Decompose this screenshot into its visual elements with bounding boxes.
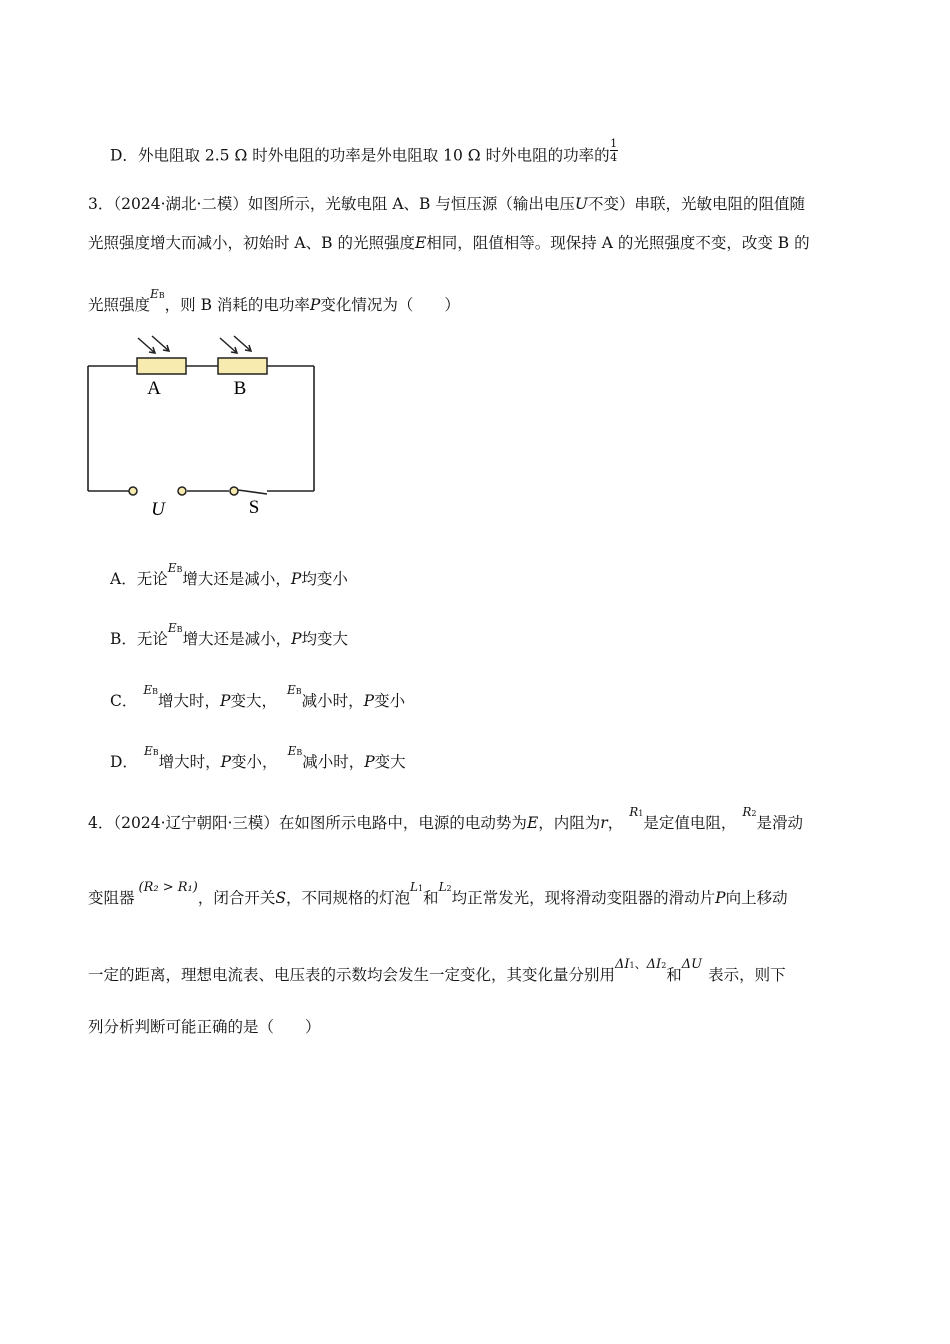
math-eb: EB — [167, 621, 183, 635]
light-arrows-b — [220, 336, 251, 353]
q4-text: （2024·辽宁朝阳·三模）在如图所示电路中，电源的电动势为 — [113, 814, 527, 832]
option-text: 变小， — [231, 753, 278, 771]
q3-option-d — [110, 744, 406, 772]
q3-text: 相同，阻值相等。现保持 A 的光照强度不变，改变 B 的 — [426, 234, 810, 252]
var-p: P — [220, 692, 231, 710]
fraction-one-quarter — [610, 137, 618, 164]
math-eb: EB — [167, 561, 183, 575]
q4-text: ，闭合开关 — [197, 889, 276, 907]
q3-text: 光照强度 — [88, 296, 151, 314]
q4-text: 一定的距离，理想电流表、电压表的示数均会发生一定变化，其变化量分别用 — [88, 966, 616, 984]
var-e: E — [526, 814, 539, 832]
math-l2: L2 — [438, 880, 452, 894]
terminal-left — [129, 487, 137, 495]
q4-text: 是滑动 — [756, 814, 804, 832]
q3-line-2 — [88, 231, 810, 253]
question-number: 4． — [88, 814, 114, 832]
photoresistor-b — [218, 358, 267, 374]
var-p: P — [291, 630, 302, 648]
q4-text: ，内阻为 — [538, 814, 601, 832]
frac-numerator: 1 — [610, 137, 618, 150]
q3-text: （2024·湖北·二模）如图所示，光敏电阻 A、B 与恒压源（输出电压 — [113, 195, 575, 213]
terminal-right — [178, 487, 186, 495]
option-text: 增大还是减小， — [182, 570, 291, 588]
var-r: r — [600, 814, 608, 832]
option-label: D． — [110, 753, 138, 771]
math-r2: R2 — [742, 805, 757, 819]
math-delta-i1: ΔI1 — [615, 957, 635, 972]
option-text: 增大时， — [158, 692, 221, 710]
q3-text: 不变）串联，光敏电阻的阻值随 — [587, 195, 805, 213]
q3-circuit-diagram — [80, 330, 330, 525]
var-s: S — [275, 889, 286, 907]
math-delta-u: ΔU — [681, 957, 703, 972]
option-text: 无论 — [136, 630, 168, 648]
q4-text: 均正常发光，现将滑动变阻器的滑动片 — [451, 889, 716, 907]
option-text: 均变大 — [301, 630, 349, 648]
math-delta-i2: ΔI2 — [646, 957, 667, 972]
q4-text: ， — [607, 814, 624, 832]
question-number: 3． — [88, 195, 114, 213]
q3-line-1 — [88, 192, 805, 214]
option-text: 外电阻取 2.5 Ω 时外电阻的功率是外电阻取 10 Ω 时外电阻的功率的 — [137, 146, 610, 165]
option-text: 变大， — [230, 692, 277, 710]
math-eb: EB — [287, 744, 303, 758]
option-label: A． — [110, 570, 137, 588]
var-p: P — [363, 692, 375, 710]
q3-text: ，则 B 消耗的电功率 — [164, 296, 310, 314]
q4-text: ，不同规格的灯泡 — [285, 889, 410, 907]
q4-text: 和 — [423, 889, 439, 907]
q4-line-3 — [88, 957, 786, 985]
q3-option-b — [110, 621, 349, 649]
math-r1: R1 — [629, 805, 644, 819]
label-b: B — [233, 378, 247, 399]
math-eb: EB — [287, 683, 302, 697]
math-condition: (R₂ > R₁) — [138, 880, 198, 895]
q4-text: 和 — [666, 966, 682, 984]
separator: 、 — [634, 957, 647, 971]
frac-denominator: 4 — [610, 151, 618, 164]
q3-option-a — [110, 561, 348, 589]
photoresistor-a — [137, 358, 186, 374]
q3-text: 光照强度增大而减小，初始时 A、B 的光照强度 — [88, 234, 415, 252]
q4-text: 表示，则下 — [708, 966, 786, 984]
var-p: P — [364, 753, 375, 771]
var-p: P — [309, 296, 321, 314]
math-eb: EB — [143, 683, 159, 697]
option-text: 减小时， — [302, 753, 365, 771]
math-eb: EB — [150, 287, 165, 301]
label-s: S — [248, 497, 260, 518]
label-u: U — [151, 499, 165, 520]
q4-text: 是定值电阻， — [643, 814, 737, 832]
var-p: P — [290, 570, 302, 588]
light-arrows-a — [138, 336, 169, 353]
option-text: 减小时， — [301, 692, 364, 710]
var-e: E — [414, 234, 427, 252]
var-p: P — [220, 753, 232, 771]
q2-option-d — [110, 137, 618, 170]
var-p: P — [715, 889, 726, 907]
q4-text: 列分析判断可能正确的是（ ） — [88, 1018, 321, 1036]
math-eb: EB — [143, 744, 159, 758]
q4-text: 变阻器 — [88, 889, 135, 907]
option-text: 无论 — [136, 570, 168, 588]
option-text: 均变小 — [301, 570, 348, 588]
switch-pivot — [230, 487, 238, 495]
q4-line-2 — [88, 880, 788, 908]
option-label: D． — [110, 146, 138, 165]
option-label: C． — [110, 692, 138, 710]
q4-line-1 — [88, 805, 804, 833]
q3-text: 变化情况为（ ） — [320, 296, 460, 314]
option-label: B． — [110, 630, 137, 648]
math-l1: L1 — [409, 880, 424, 894]
option-text: 增大时， — [158, 753, 221, 771]
label-a: A — [147, 378, 161, 399]
q4-line-4 — [88, 1015, 321, 1037]
option-text: 变小 — [374, 692, 406, 710]
option-text: 增大还是减小， — [182, 630, 292, 648]
option-text: 变大 — [374, 753, 406, 771]
q3-line-3 — [88, 287, 460, 315]
q4-text: 向上移动 — [725, 889, 788, 907]
q3-option-c — [110, 683, 406, 711]
var-u: U — [574, 195, 588, 213]
